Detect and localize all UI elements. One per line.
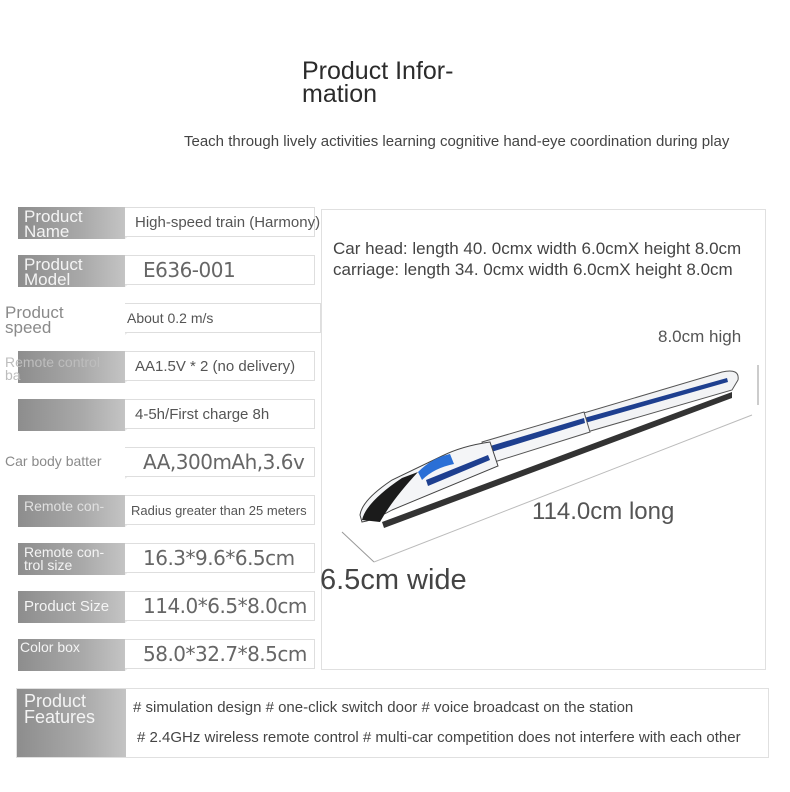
spec-label-box — [18, 591, 125, 623]
spec-row-speed — [5, 303, 316, 337]
spec-row-body-battery — [5, 447, 316, 479]
spec-label: Remote con- — [24, 498, 105, 514]
feature-line-2: # 2.4GHz wireless remote control # multi-car competition does not interfere with each other — [137, 729, 741, 746]
spec-value: About 0.2 m/s — [125, 303, 321, 333]
width-label: 6.5cm wide — [320, 564, 467, 596]
spec-row-name — [18, 207, 321, 241]
features-label: Product Features — [24, 691, 96, 727]
spec-label-box — [5, 351, 125, 383]
spec-label-box — [18, 255, 125, 287]
spec-row-remote-size — [18, 543, 316, 575]
spec-label-box — [18, 639, 125, 671]
spec-label: Product Name — [24, 207, 83, 241]
page-subtitle: Teach through lively activities learning cognitive hand-eye coordination during play — [184, 133, 730, 150]
spec-label-box — [5, 447, 125, 479]
spec-row-model — [18, 255, 316, 287]
spec-label: Product speed — [5, 303, 64, 337]
spec-row-remote-battery — [5, 351, 316, 383]
length-label: 114.0cm long — [532, 498, 675, 525]
dimensions-text: Car head: length 40. 0cmx width 6.0cmX height 8.0cm carriage: length 34. 0cmx width 6.0cmX height 8.0cm — [333, 239, 742, 279]
width-dimension-line — [342, 532, 374, 562]
spec-row-color-box — [18, 639, 316, 671]
spec-label-box — [18, 495, 125, 527]
spec-row-range — [18, 495, 316, 527]
spec-value: AA,300mAh,3.6v — [125, 447, 315, 477]
feature-line-1: # simulation design # one-click switch door # voice broadcast on the station — [133, 699, 634, 716]
spec-value: Radius greater than 25 meters — [125, 495, 315, 525]
spec-value: AA1.5V * 2 (no delivery) — [125, 351, 315, 381]
spec-label-box — [5, 303, 125, 337]
spec-label: Remote control ba — [5, 354, 100, 383]
spec-row-product-size — [18, 591, 316, 623]
product-image-panel — [321, 209, 766, 670]
spec-row-charge — [18, 399, 316, 431]
spec-value: 58.0*32.7*8.5cm — [125, 639, 315, 669]
spec-value: 114.0*6.5*8.0cm — [125, 591, 315, 621]
spec-value: High-speed train (Harmony) — [125, 207, 315, 237]
height-label: 8.0cm high — [658, 327, 742, 346]
spec-label: Car body batter — [5, 453, 102, 469]
train-illustration — [322, 210, 767, 671]
page-title: Product Infor- mation — [302, 57, 454, 108]
spec-value: 4-5h/First charge 8h — [125, 399, 315, 429]
spec-label: Product Size — [24, 598, 110, 615]
spec-value: 16.3*9.6*6.5cm — [125, 543, 315, 573]
product-features — [16, 688, 769, 758]
spec-value: E636-001 — [125, 255, 315, 285]
spec-label: Product Model — [24, 255, 83, 289]
features-label-box — [17, 689, 126, 757]
spec-label: Color box — [20, 639, 80, 655]
spec-label-box — [18, 399, 125, 431]
spec-label-box — [18, 543, 125, 575]
spec-label-box — [18, 207, 125, 239]
spec-label: Remote con- trol size — [24, 544, 105, 573]
